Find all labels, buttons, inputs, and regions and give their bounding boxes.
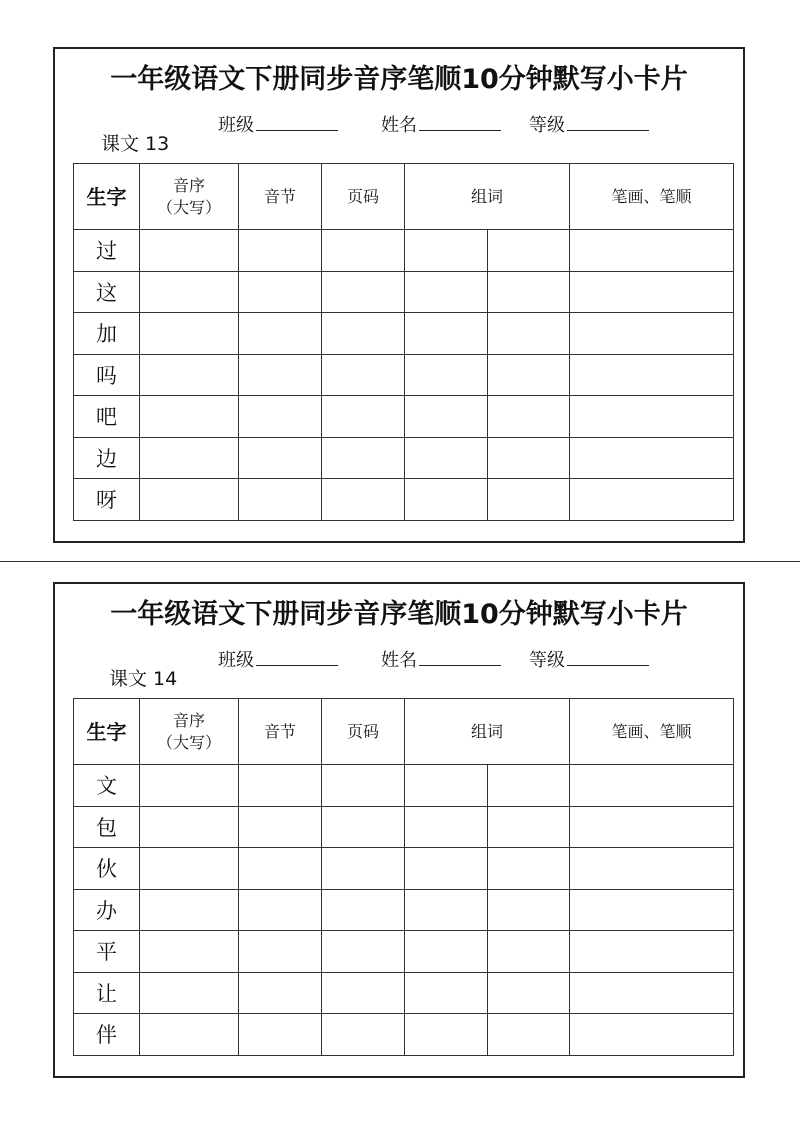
table-row bbox=[74, 1014, 734, 1056]
syllable-cell[interactable] bbox=[239, 271, 322, 313]
syllable-cell[interactable] bbox=[239, 479, 322, 521]
grade-field[interactable] bbox=[529, 111, 649, 137]
strokes-cell[interactable] bbox=[570, 931, 734, 973]
table-row bbox=[74, 889, 734, 931]
lesson-label: 课文 14 bbox=[109, 668, 178, 690]
initial-cell[interactable] bbox=[140, 479, 239, 521]
syllable-cell[interactable] bbox=[239, 765, 322, 807]
page-cell[interactable] bbox=[322, 230, 405, 272]
char-cell: 包 bbox=[74, 806, 140, 848]
strokes-cell[interactable] bbox=[570, 848, 734, 890]
table-row bbox=[74, 806, 734, 848]
name-blank[interactable] bbox=[419, 647, 501, 666]
header-char: 生字 bbox=[74, 699, 140, 765]
table-row bbox=[74, 313, 734, 355]
syllable-cell[interactable] bbox=[239, 848, 322, 890]
header-row bbox=[74, 699, 734, 765]
char-cell: 吗 bbox=[74, 354, 140, 396]
table-row bbox=[74, 479, 734, 521]
header-words: 组词 bbox=[405, 699, 570, 765]
page-cell[interactable] bbox=[322, 889, 405, 931]
page-cell[interactable] bbox=[322, 396, 405, 438]
word-cell-2[interactable] bbox=[488, 230, 570, 272]
page-cell[interactable] bbox=[322, 479, 405, 521]
initial-cell[interactable] bbox=[140, 396, 239, 438]
initial-cell[interactable] bbox=[140, 230, 239, 272]
card-title: 一年级语文下册同步音序笔顺10分钟默写小卡片 bbox=[110, 64, 688, 95]
cut-line bbox=[0, 561, 800, 562]
table-row bbox=[74, 271, 734, 313]
header-syllable: 音节 bbox=[239, 699, 322, 765]
table-row bbox=[74, 437, 734, 479]
initial-cell[interactable] bbox=[140, 313, 239, 355]
class-field[interactable] bbox=[218, 111, 338, 137]
class-blank[interactable] bbox=[256, 647, 338, 666]
word-cell-1[interactable] bbox=[405, 972, 488, 1014]
word-cell-2[interactable] bbox=[488, 889, 570, 931]
header-strokes: 笔画、笔顺 bbox=[570, 699, 734, 765]
strokes-cell[interactable] bbox=[570, 354, 734, 396]
header-row bbox=[74, 164, 734, 230]
strokes-cell[interactable] bbox=[570, 479, 734, 521]
syllable-cell[interactable] bbox=[239, 230, 322, 272]
word-cell-2[interactable] bbox=[488, 479, 570, 521]
word-cell-1[interactable] bbox=[405, 1014, 488, 1056]
initial-cell[interactable] bbox=[140, 848, 239, 890]
strokes-cell[interactable] bbox=[570, 972, 734, 1014]
grade-blank[interactable] bbox=[567, 647, 649, 666]
initial-cell[interactable] bbox=[140, 437, 239, 479]
strokes-cell[interactable] bbox=[570, 1014, 734, 1056]
strokes-cell[interactable] bbox=[570, 230, 734, 272]
header-initial bbox=[140, 699, 239, 765]
initial-cell[interactable] bbox=[140, 972, 239, 1014]
grade-label: 等级 bbox=[529, 115, 565, 136]
name-blank[interactable] bbox=[419, 112, 501, 131]
header-initial-line2: （大写） bbox=[156, 732, 221, 752]
char-cell: 过 bbox=[74, 230, 140, 272]
table-row bbox=[74, 931, 734, 973]
syllable-cell[interactable] bbox=[239, 313, 322, 355]
syllable-cell[interactable] bbox=[239, 354, 322, 396]
word-cell-1[interactable] bbox=[405, 479, 488, 521]
syllable-cell[interactable] bbox=[239, 396, 322, 438]
strokes-cell[interactable] bbox=[570, 313, 734, 355]
word-cell-1[interactable] bbox=[405, 271, 488, 313]
word-cell-1[interactable] bbox=[405, 313, 488, 355]
table-row bbox=[74, 848, 734, 890]
syllable-cell[interactable] bbox=[239, 806, 322, 848]
page-cell[interactable] bbox=[322, 271, 405, 313]
strokes-cell[interactable] bbox=[570, 396, 734, 438]
char-cell: 吧 bbox=[74, 396, 140, 438]
dictation-table bbox=[73, 698, 734, 1056]
word-cell-2[interactable] bbox=[488, 972, 570, 1014]
char-cell: 让 bbox=[74, 972, 140, 1014]
table-row bbox=[74, 765, 734, 807]
dictation-table bbox=[73, 163, 734, 521]
char-cell: 平 bbox=[74, 931, 140, 973]
syllable-cell[interactable] bbox=[239, 437, 322, 479]
class-label: 班级 bbox=[218, 650, 254, 671]
header-initial-line1: 音序 bbox=[172, 710, 205, 730]
word-cell-2[interactable] bbox=[488, 313, 570, 355]
strokes-cell[interactable] bbox=[570, 765, 734, 807]
header-char: 生字 bbox=[74, 164, 140, 230]
char-cell: 伴 bbox=[74, 1014, 140, 1056]
initial-cell[interactable] bbox=[140, 889, 239, 931]
initial-cell[interactable] bbox=[140, 1014, 239, 1056]
grade-field[interactable] bbox=[529, 646, 649, 672]
class-blank[interactable] bbox=[256, 112, 338, 131]
dictation-card-1 bbox=[53, 47, 745, 543]
page-cell[interactable] bbox=[322, 806, 405, 848]
name-label: 姓名 bbox=[381, 650, 417, 671]
page-cell[interactable] bbox=[322, 931, 405, 973]
page-cell[interactable] bbox=[322, 972, 405, 1014]
card-title: 一年级语文下册同步音序笔顺10分钟默写小卡片 bbox=[110, 599, 688, 630]
char-cell: 加 bbox=[74, 313, 140, 355]
dictation-card-2 bbox=[53, 582, 745, 1078]
word-cell-1[interactable] bbox=[405, 354, 488, 396]
table-row bbox=[74, 972, 734, 1014]
grade-label: 等级 bbox=[529, 650, 565, 671]
char-cell: 办 bbox=[74, 889, 140, 931]
syllable-cell[interactable] bbox=[239, 889, 322, 931]
page-cell[interactable] bbox=[322, 354, 405, 396]
char-cell: 呀 bbox=[74, 479, 140, 521]
word-cell-1[interactable] bbox=[405, 848, 488, 890]
word-cell-1[interactable] bbox=[405, 437, 488, 479]
page-cell[interactable] bbox=[322, 313, 405, 355]
table-row bbox=[74, 396, 734, 438]
initial-cell[interactable] bbox=[140, 931, 239, 973]
page-cell[interactable] bbox=[322, 765, 405, 807]
lesson-label: 课文 13 bbox=[101, 133, 170, 155]
name-field[interactable] bbox=[381, 646, 501, 672]
strokes-cell[interactable] bbox=[570, 889, 734, 931]
page-cell[interactable] bbox=[322, 1014, 405, 1056]
word-cell-2[interactable] bbox=[488, 931, 570, 973]
char-cell: 文 bbox=[74, 765, 140, 807]
header-words: 组词 bbox=[405, 164, 570, 230]
initial-cell[interactable] bbox=[140, 271, 239, 313]
header-strokes: 笔画、笔顺 bbox=[570, 164, 734, 230]
initial-cell[interactable] bbox=[140, 806, 239, 848]
syllable-cell[interactable] bbox=[239, 972, 322, 1014]
word-cell-1[interactable] bbox=[405, 765, 488, 807]
header-page: 页码 bbox=[322, 164, 405, 230]
header-page: 页码 bbox=[322, 699, 405, 765]
char-cell: 伙 bbox=[74, 848, 140, 890]
name-field[interactable] bbox=[381, 111, 501, 137]
word-cell-2[interactable] bbox=[488, 396, 570, 438]
word-cell-2[interactable] bbox=[488, 437, 570, 479]
word-cell-1[interactable] bbox=[405, 806, 488, 848]
initial-cell[interactable] bbox=[140, 765, 239, 807]
header-initial-line2: （大写） bbox=[156, 197, 221, 217]
word-cell-2[interactable] bbox=[488, 765, 570, 807]
word-cell-1[interactable] bbox=[405, 931, 488, 973]
syllable-cell[interactable] bbox=[239, 1014, 322, 1056]
word-cell-2[interactable] bbox=[488, 1014, 570, 1056]
syllable-cell[interactable] bbox=[239, 931, 322, 973]
char-cell: 这 bbox=[74, 271, 140, 313]
word-cell-1[interactable] bbox=[405, 230, 488, 272]
char-cell: 边 bbox=[74, 437, 140, 479]
word-cell-2[interactable] bbox=[488, 848, 570, 890]
class-field[interactable] bbox=[218, 646, 338, 672]
page-cell[interactable] bbox=[322, 437, 405, 479]
word-cell-2[interactable] bbox=[488, 271, 570, 313]
grade-blank[interactable] bbox=[567, 112, 649, 131]
name-label: 姓名 bbox=[381, 115, 417, 136]
table-row bbox=[74, 354, 734, 396]
strokes-cell[interactable] bbox=[570, 437, 734, 479]
word-cell-1[interactable] bbox=[405, 396, 488, 438]
table-row bbox=[74, 230, 734, 272]
header-syllable: 音节 bbox=[239, 164, 322, 230]
header-initial-line1: 音序 bbox=[172, 175, 205, 195]
page-cell[interactable] bbox=[322, 848, 405, 890]
header-initial bbox=[140, 164, 239, 230]
word-cell-1[interactable] bbox=[405, 889, 488, 931]
word-cell-2[interactable] bbox=[488, 806, 570, 848]
word-cell-2[interactable] bbox=[488, 354, 570, 396]
initial-cell[interactable] bbox=[140, 354, 239, 396]
strokes-cell[interactable] bbox=[570, 806, 734, 848]
strokes-cell[interactable] bbox=[570, 271, 734, 313]
class-label: 班级 bbox=[218, 115, 254, 136]
